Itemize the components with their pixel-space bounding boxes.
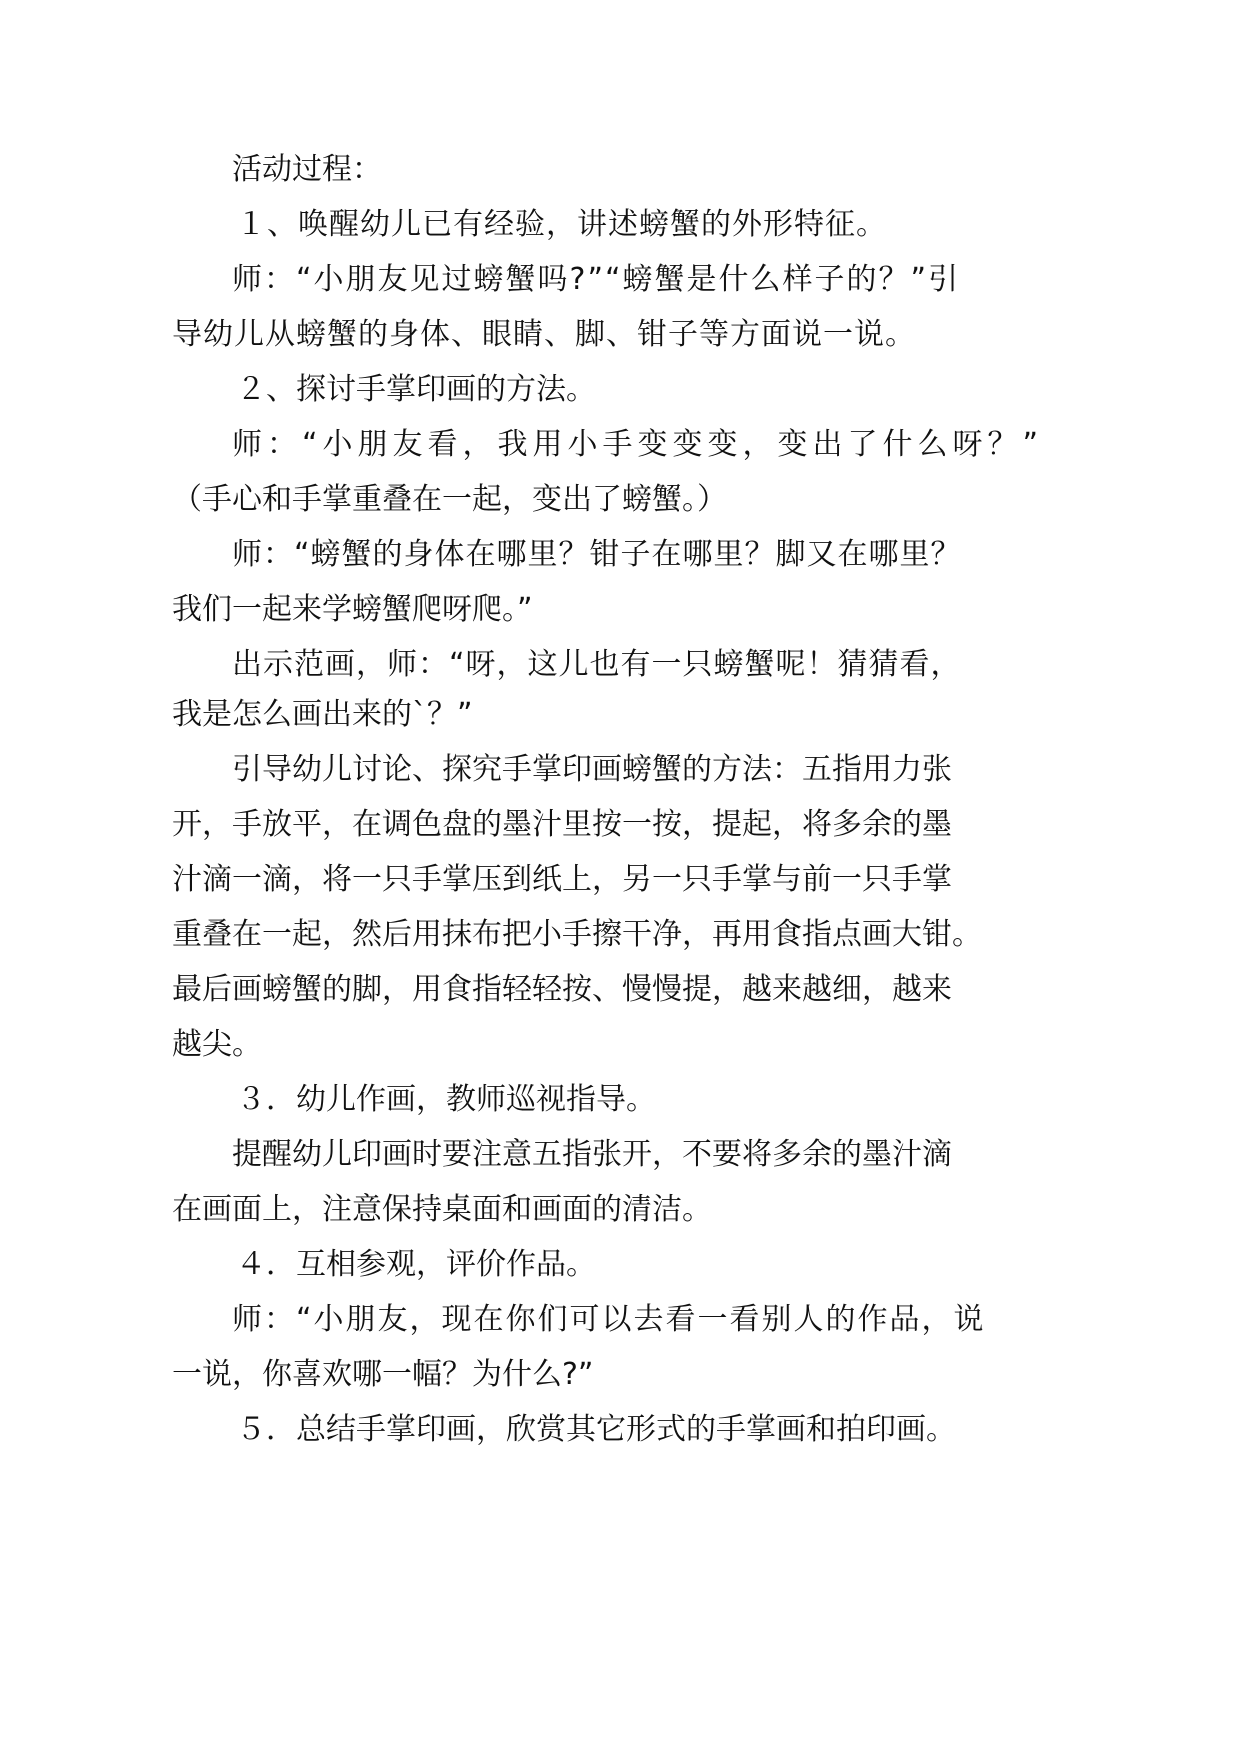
text-line: 师：“小朋友见过螃蟹吗?”“螃蟹是什么样子的？”引 (232, 262, 961, 297)
text-line: ２、探讨手掌印画的方法。 (236, 372, 596, 407)
text-line: 一说，你喜欢哪一幅？为什么?” (172, 1357, 594, 1392)
text-line: 师：“小朋友，现在你们可以去看一看别人的作品，说 (232, 1302, 986, 1337)
text-line: 汁滴一滴，将一只手掌压到纸上，另一只手掌与前一只手掌 (172, 862, 952, 897)
text-line: 在画面上，注意保持桌面和画面的清洁。 (172, 1192, 712, 1227)
text-line: ５．总结手掌印画，欣赏其它形式的手掌画和拍印画。 (236, 1412, 956, 1447)
text-line: １、唤醒幼儿已有经验，讲述螃蟹的外形特征。 (236, 207, 887, 242)
text-line: ３．幼儿作画，教师巡视指导。 (236, 1082, 656, 1117)
text-line: 师：“小朋友看，我用小手变变变，变出了什么呀？” (232, 427, 1044, 462)
text-line: 导幼儿从螃蟹的身体、眼睛、脚、钳子等方面说一说。 (172, 317, 916, 352)
text-line: 最后画螃蟹的脚，用食指轻轻按、慢慢提，越来越细，越来 (172, 972, 952, 1007)
text-line: ４．互相参观，评价作品。 (236, 1247, 596, 1282)
text-line: 开，手放平，在调色盘的墨汁里按一按，提起，将多余的墨 (172, 807, 952, 842)
text-line: （手心和手掌重叠在一起，变出了螃蟹。） (172, 482, 727, 517)
text-line: 提醒幼儿印画时要注意五指张开，不要将多余的墨汁滴 (232, 1137, 952, 1172)
text-line: 活动过程： (232, 152, 382, 187)
text-line: 师：“螃蟹的身体在哪里？钳子在哪里？脚又在哪里？ (232, 537, 962, 572)
text-line: 出示范画，师：“呀，这儿也有一只螃蟹呢！猜猜看， (232, 647, 962, 682)
text-line: 引导幼儿讨论、探究手掌印画螃蟹的方法：五指用力张 (232, 752, 952, 787)
text-line: 我们一起来学螃蟹爬呀爬。” (172, 592, 533, 627)
text-line: 越尖。 (172, 1027, 262, 1062)
text-line: 重叠在一起，然后用抹布把小手擦干净，再用食指点画大钳。 (172, 917, 982, 952)
text-line: 我是怎么画出来的`？” (172, 697, 473, 732)
